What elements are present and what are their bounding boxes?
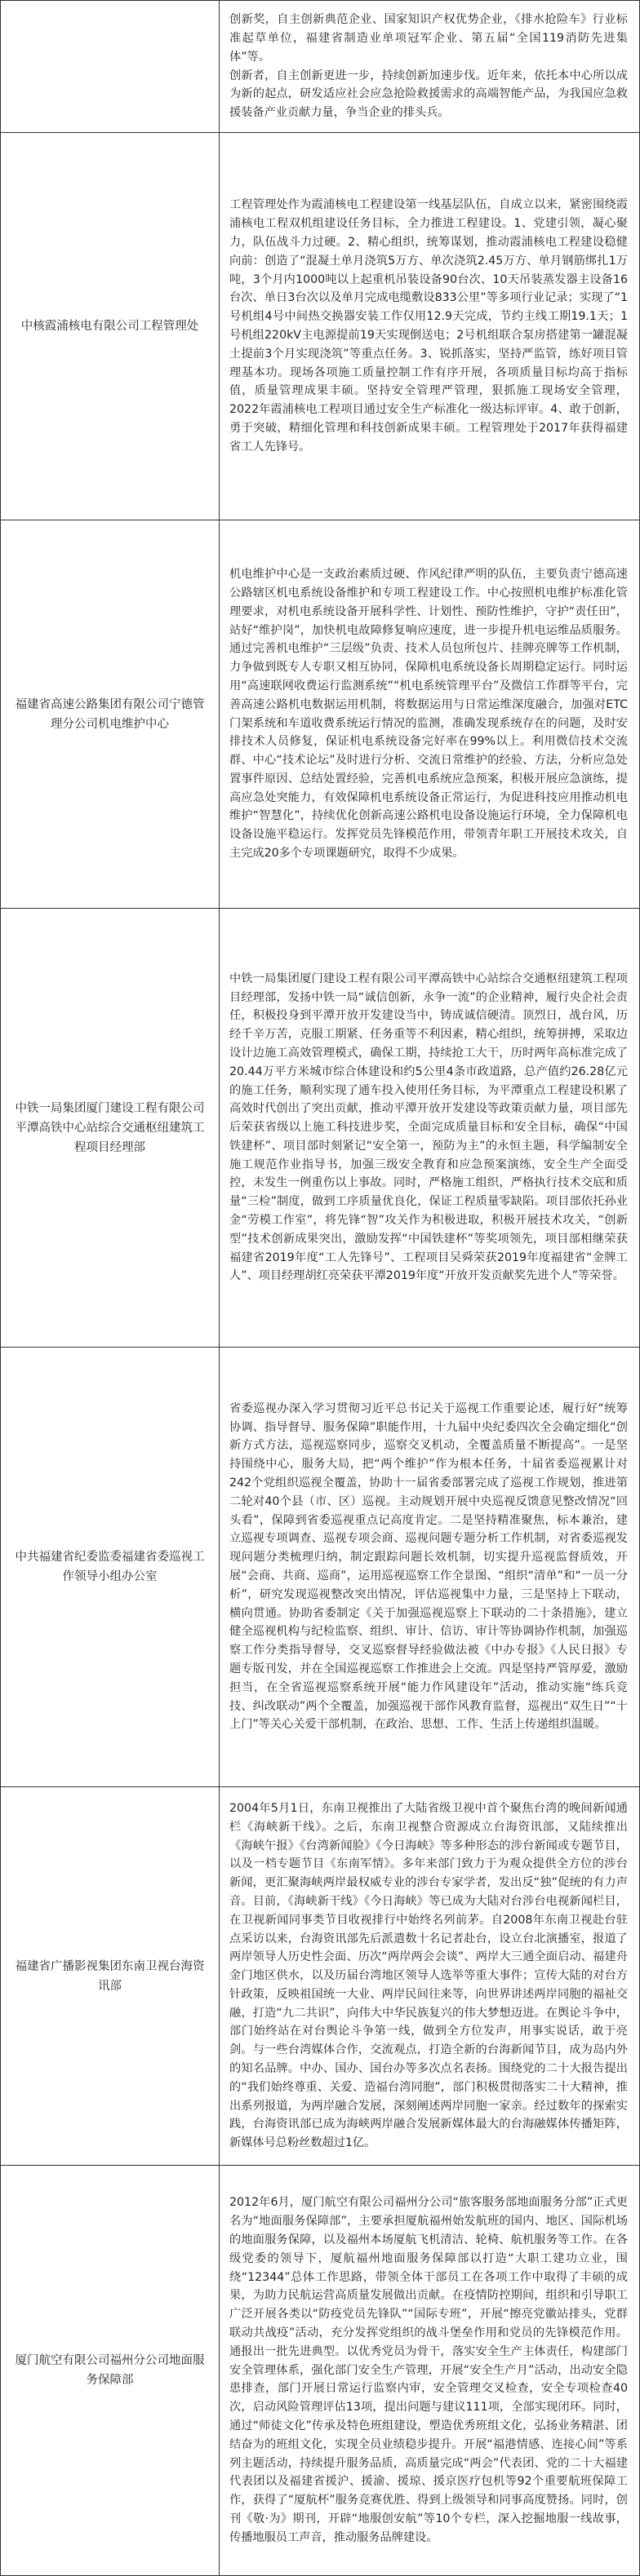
table-row [1,1787,640,2166]
paragraph: 创新者，自主创新更进一步，持续创新加速步伐。近年来，依托本中心所以成为新的起点，研发适应社会应急抢险救援需求的高端智能产品，为我国应急救援装备产业贡献力量，争当企业的排头兵。 [229,69,628,120]
unit-description-cell [220,1,640,133]
unit-description-cell: 机电维护中心是一支政治素质过硬、作风纪律严明的队伍，主要负责宁德高速公路辖区机电系统设备维护和专项工程建设工作。中心按照机电维护标准化管理要求，对机电系统设备开展科学性、计划性、预防性维护，守护“责任田”，站好“维护岗”，加快机电故障修复响应速度，进一步提升机电运维品质服务。通过完善机电维护“三层级”负责、技术人员包所包片、挂牌亮牌等工作机制，力争做到既专人专职又相互协同，保障机电系统设备长周期稳定运行。同时运用“高速联网收费运行监测系统”“机电系统管理平台”及微信工作群等平台，完善高速公路机电数据运用机制，将数据运用与日常运维深度融合，加强对ETC门架系统和车道收费系统运行情况的监测，准确发现系统存在的问题，及时安排技术人员修复，保证机电系统设备完好率在99%以上。利用微信技术交流群、中心“技术论坛”及时进行分析、交流日常维护的经验、方法，分析应急处置事件原因、总结处置经验，完善机电系统应急预案，积极开展应急演练，提高应急处突能力，有效保障机电系统设备正常运行，为促进科技应用推动机电维护“智慧化”，持续优化创新高速公路机电设备设施运行环境，全力保障机电设备设施平稳运行。发挥党员先锋模范作用，带领青年职工开展技术攻关，自主完成20多个专项课题研究，取得不少成果。 [220,520,640,909]
unit-description-cell: 中铁一局集团厦门建设工程有限公司平潭高铁中心站综合交通枢纽建筑工程项目经理部，发扬中铁一局“诚信创新，永争一流”的企业精神，履行央企社会责任，积极投身到平潭开放开发建设当中，铸成诚信硬清。顶烈日，战台风，历经千辛万苦，克服工期紧、任务重等不利因素，精心组织，统筹拼搏，采取边设计边施工高效管理模式，确保工期，持续抢工大干，历时两年高标准完成了20.44万平方米城市综合体建设和约5公里4条市政道路，总产值约26.28亿元的施工任务，顺利实现了通车投入使用任务目标，为平潭重点工程建设积累了高效时代创出了突出贡献，推动平潭开放开发建设等政策贡献力量，项目部先后荣获省级以上施工科技进步奖，全面完成质量目标和安全目标，确保“中国铁建杯”、项目部时刻紧记“安全第一，预防为主”的永恒主题，科学编制安全施工规范作业指导书，加强三级安全教育和应急预案演练，安全生产全面受控，未发生一例重伤以上事故。同时，严格施工组织，严格执行技术交底和质量“三检”制度，做到工序质量优良化，保证工程质量零缺陷。项目部依托孙业金“劳模工作室”，将先锋“智”攻关作为积极进取，积极开展技术攻关，“创新型”技术创新成果突出，激励发挥“中国铁建杯”等奖项领先，项目部相继荣获福建省2019年度“工人先锋号”、工程项目吴舜荣获2019年度福建省“金牌工人”、项目经理胡红亮荣获平潭2019年度“开放开发贡献奖先进个人”等荣誉。 [220,909,640,1348]
unit-name-cell: 中铁一局集团厦门建设工程有限公司平潭高铁中心站综合交通枢纽建筑工程项目经理部 [1,909,220,1348]
unit-name-cell: 福建省广播影视集团东南卫视台海资讯部 [1,1787,220,2166]
table-row [1,133,640,520]
unit-name-cell: 厦门航空有限公司福州分公司地面服务保障部 [1,2166,220,2576]
unit-description-cell: 2004年5月1日，东南卫视推出了大陆省级卫视中首个聚焦台湾的晚间新闻通栏《海峡新干线》。之后，东南卫视整合资源成立台海资讯部，又陆续推出《海峡午报》《台湾新闻脸》《今日海峡》等多种形态的涉台新闻或专题节目，以及一档专题节目《东南军情》。多年来部门致力于为观众提供全方位的涉台新闻，更汇聚海峡两岸最权威专业的涉台专家学者，发出反“独”促统的有力声音。目前，《海峡新干线》《今日海峡》等已成为大陆对台涉台电视新闻栏目，在卫视新闻同事类节目收视排行中始终名列前茅。自2008年东南卫视赴台驻点采访以来，台海资讯部先后派遣数十名记者赴台，设立台北演播室，报道了两岸领导人历史性会面、历次“两岸两会会谈”、两岸大三通全面启动、福建舟金门地区供水，以及历届台湾地区领导人选举等重大事件；宣传大陆的对台方针政策，反映祖国统一大业、两岸民间往来等，向世界讲述两岸同胞的福祉交融，打造“九二共识”，向伟大中华民族复兴的伟大梦想迈进。在舆论斗争中，部门始终站在对台舆论斗争第一线，做到全方位发声，用事实说话，敢于亮剑。与一些台湾媒体合作，交流观点，打造全新的台海新闻节目，成为岛内外的知名品牌。中办、国办、国台办等多次点名表扬。围绕党的二十大报告提出的“我们始终尊重、关爱、造福台湾同胞”，部门积极贯彻落实二十大精神，推出系列报道，为两岸融合发展，深刻阐述两岸同胞一家亲。经过数年的探索实践，台海资讯部已成为海峡两岸融合发展新媒体最大的台海融媒体传播矩阵，新媒体号总粉丝数超过1亿。 [220,1787,640,2166]
unit-name-cell: 中共福建省纪委监委福建省委巡视工作领导小组办公室 [1,1348,220,1787]
unit-description-cell: 2012年6月，厦门航空有限公司福州分公司“旅客服务部地面服务分部”正式更名为“地面服务保障部”，主要承担厦航福州始发航班的国内、地区、国际机场的地面服务保障，以及福州本场厦航飞机清洁、轮椅、航机服务等工作。在各级党委的领导下，厦航福州地面服务保障部以打造“大职工建功立业，围绕“12344”总体工作思路，带领全体干部员工在各项工作中取得了丰硕的成果，为助力民航运营高质量发展做出贡献。在疫情防控期间，组织和引导职工广泛开展各类以“防疫党员先锋队”“国际专班”，开展“擦亮党徽站排头，党群联动共战疫”活动，充分发挥党组织的战斗堡垒作用和党员的先锋模范作用。通报出一批先进典型。以优秀党员为骨干，落实安全生产主体责任，构建部门安全管理体系，强化部门安全生产管理，开展“安全生产月”活动，出动安全隐患排查，部门开展日常运行监察内审，安全管理交叉检查，安全专项检查40次，启动风险管理评估13项，提出问题与建议111项，全部实现闭环。同时，通过“师徒文化”传承及特色班组建设，塑造优秀班组文化，弘扬业务精湛、团结奋为的班组文化，实现全员业绩稳步提升。开展“福港情感、连接心间”等系列主题活动，持续提升服务品质，高质量完成“两会”代表团、党的二十大福建代表团以及福建省援沪、援渝、援琼、援京医疗包机等92个重要航班保障工作，获得了“厦航杯”服务竞赛优胜、得到上级领导和同事高度赞扬。同时，创刊《敬·为》期刊，开辟“地服创安航”等10个专栏，深入挖掘地服一线故事，传播地服员工声音，推动服务品牌建设。 [220,2166,640,2576]
unit-description-cell: 工程管理处作为霞浦核电工程建设第一线基层队伍，自成立以来，紧密围绕霞浦核电工程双机组建设任务目标，全力推进工程建设。1、党建引领，凝心聚力，队伍战斗力过硬。2、精心组织，统筹谋划，推动霞浦核电工程建设稳健向前：创造了“混凝土单月浇筑5万方、单次浇筑2.45万方、单月钢筋绑扎1万吨，3个月内1000吨以上起重机吊装设备90台次、10天吊装蒸发器主设备16台次、单日3台次以及单月完成电缆敷设833公里”等多项行业记录；实现了“1号机组4号中间热交换器安装工作仅用12.9天完成，节约主线工期19.1天；1号机组220kV主电源提前19天实现倒送电；2号机组联合泵房搭建第一罐混凝土提前3个月实现浇筑”等重点任务。3、锐抓落实，坚持严监管，练好项目管理基本功。现场各项施工质量控制工作有序开展，各项质量目标均高于指标值，质量管理成果丰硕。坚持安全管理严管理，狠抓施工现场安全管理，2022年霞浦核电工程项目通过安全生产标准化一级达标评审。4、敢于创新，勇于突破，精细化管理和科技创新成果丰硕。工程管理处于2017年获得福建省工人先锋号。 [220,133,640,520]
table-row [1,1,640,133]
unit-name-cell [1,1,220,133]
unit-description-cell: 省委巡视办深入学习贯彻习近平总书记关于巡视工作重要论述，履行好“统筹协调、指导督导、服务保障”职能作用，十九届中央纪委四次全会确定细化“创新方式方法，巡视巡察同步，巡察交叉机动，全覆盖质量不断提高”。一是坚持围绕中心，服务大局，把“两个维护”作为根本任务，十届省委巡视累计对242个党组织巡视全覆盖，协助十一届省委部署完成了巡视工作规划，推进第二轮对40个县（市、区）巡视。主动规划开展中央巡视反馈意见整改情况“回头看”，保障到省委巡视重点记高度肯定。二是坚持精准聚焦，标本兼治，建立巡视专项调查、巡视专项会商、巡视问题专题分析工作机制，对省委巡视发现问题分类梳理归纳，制定跟踪问题长效机制，切实提升巡视监督质效，开展“会商、共商、巡商”，运用巡视巡察工作全景图、“组织“清单”和“一员一分析”，研究发现巡视整改突出情况，评估巡视集中力量，三是坚持上下联动，横向贯通。协助省委制定《关于加强巡视巡察上下联动的二十条措施》，建立健全巡视机构与纪检监察、组织、审计、信访、审计等协调协作机制，加强巡察工作分类指导督导，交叉巡察督导经验做法被《中办专报》《人民日报》专题专版刊发，并在全国巡视巡察工作推进会上交流。四是坚持严管厚爱，激励担当，在全省巡视巡察系统开展“能力作风建设年”活动，推动实施“练兵竞技、纠改联动”两个全覆盖，加强巡视干部作风教育监督，巡视出“双生日”“十上门”等关心关爱干部机制，在政治、思想、工作、生活上传递组织温暖。 [220,1348,640,1787]
table-row [1,2166,640,2576]
paragraph: 创新奖，自主创新典范企业、国家知识产权优势企业，《排水抢险车》行业标准起草单位，福建省制造业单项冠军企业、第五届“全国119消防先进集体”等。 [229,13,628,64]
unit-name-cell: 中核霞浦核电有限公司工程管理处 [1,133,220,520]
table-row [1,909,640,1348]
table-row [1,1348,640,1787]
unit-name-cell: 福建省高速公路集团有限公司宁德管理分公司机电维护中心 [1,520,220,909]
table-row [1,520,640,909]
